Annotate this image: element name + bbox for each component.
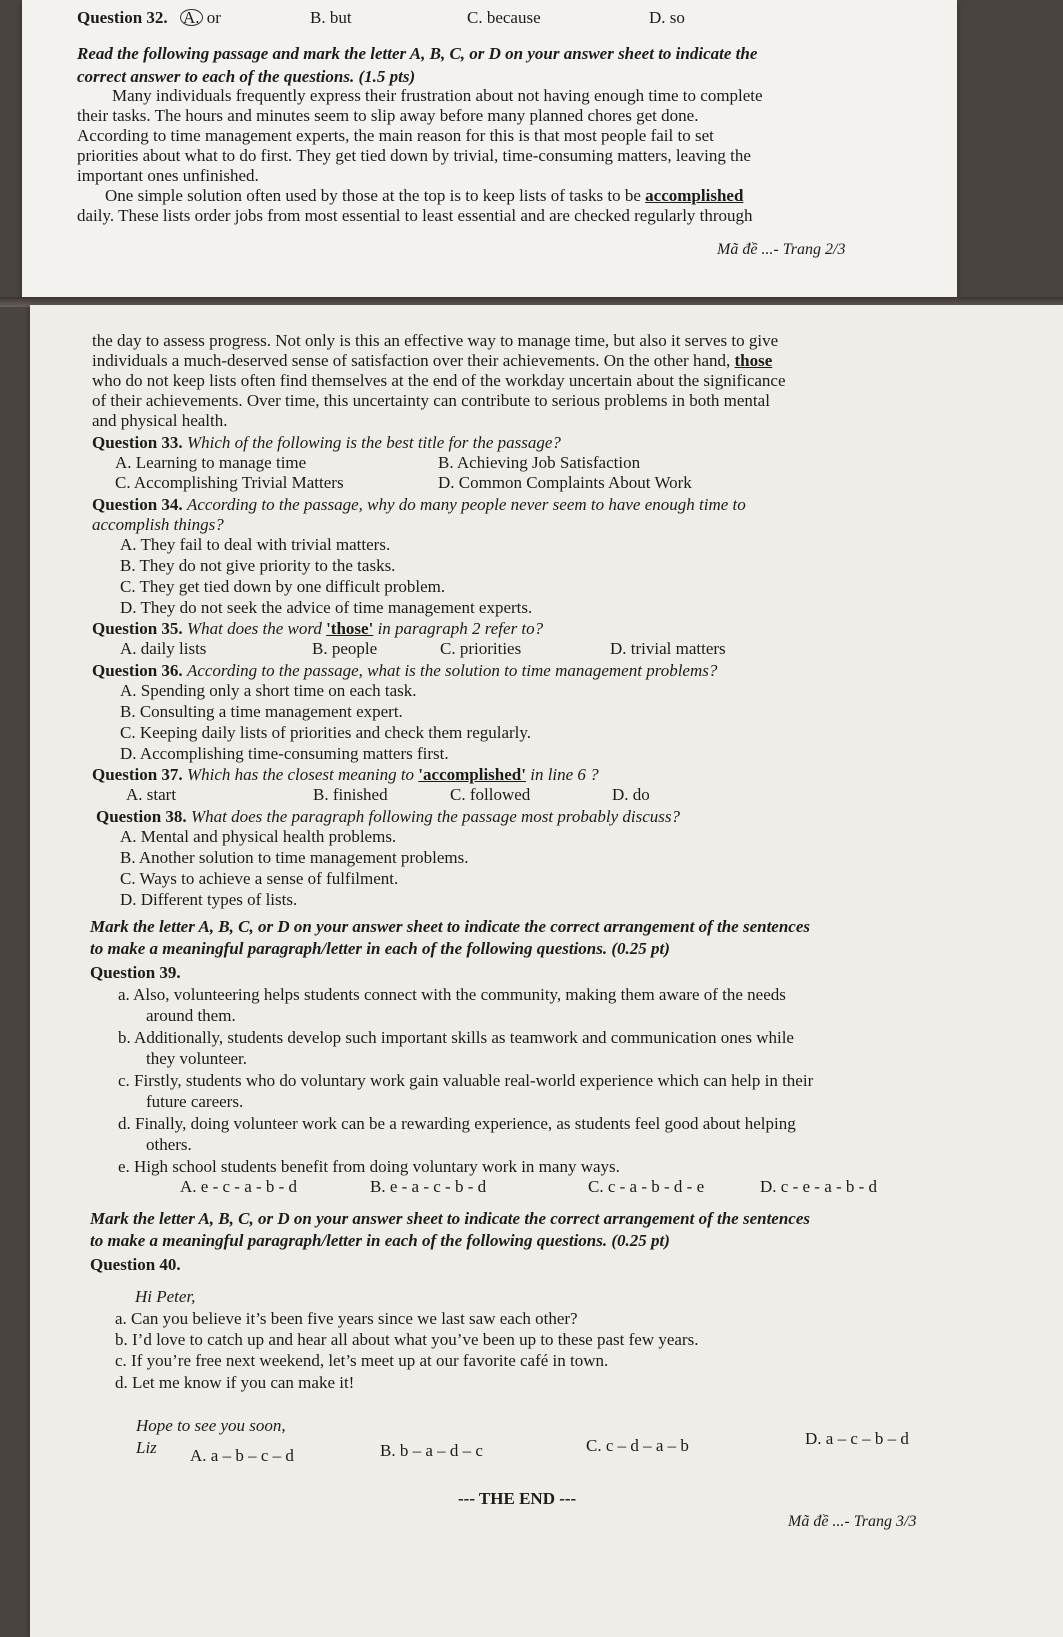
question-39-sentence-c-cont: future careers. [146,1092,244,1111]
question-37-option-d: D. do [612,785,650,804]
question-39-sentence-e: e. High school students benefit from doing voluntary work in many ways. [118,1157,620,1176]
question-38-stem: Question 38. What does the paragraph following the passage most probably discuss? [96,807,680,826]
question-40-sentence-c: c. If you’re free next weekend, let’s meet up at our favorite café in town. [115,1351,609,1370]
arrangement-instruction-1-line-2: to make a meaningful paragraph/letter in each of the following questions. (0.25 pt) [90,939,670,958]
question-32-option-c: C. because [467,8,541,27]
letter-greeting: Hi Peter, [135,1287,196,1306]
letter-closing: Hope to see you soon, [136,1416,286,1435]
passage-cont-line-3: who do not keep lists often find themselves at the end of the workday uncertain about the significance [92,371,786,390]
question-32-option-d: D. so [649,8,685,27]
page-footer-3: Mã đề ...- Trang 3/3 [788,1513,917,1530]
passage-p2-line-1: One simple solution often used by those at the top is to keep lists of tasks to be accomplished [105,186,744,205]
question-40-option-d: D. a – c – b – d [805,1429,909,1448]
question-36-option-c: C. Keeping daily lists of priorities and check them regularly. [120,723,532,742]
passage-p1-line-3: According to time management experts, the main reason for this is that most people fail to set [77,126,714,145]
passage-p1-line-4: priorities about what to do first. They get tied down by trivial, time-consuming matters, leaving the [77,146,751,165]
passage-cont-line-5: and physical health. [92,411,228,430]
passage-p1-line-1: Many individuals frequently express their frustration about not having enough time to complete [112,86,763,105]
passage-cont-line-1: the day to assess progress. Not only is this an effective way to manage time, but also it serves to give [92,331,779,350]
reading-instruction-line-2: correct answer to each of the questions. (1.5 pts) [77,67,416,86]
question-39-option-a: A. e - c - a - b - d [180,1177,298,1196]
question-34-option-b: B. They do not give priority to the tasks. [120,556,396,575]
question-39-sentence-c: c. Firstly, students who do voluntary work gain valuable real-world experience which can help in their [118,1071,814,1090]
question-36-stem: Question 36. According to the passage, what is the solution to time management problems? [92,661,718,680]
question-38-option-d: D. Different types of lists. [120,890,298,909]
underlined-accomplished: accomplished [645,186,744,205]
underlined-those: those [734,351,773,370]
passage-cont-line-2: individuals a much-deserved sense of satisfaction over their achievements. On the other hand, those [92,351,773,370]
page-2-fragment [22,0,957,300]
question-34-option-a: A. They fail to deal with trivial matters. [120,535,391,554]
question-36-option-b: B. Consulting a time management expert. [120,702,403,721]
reading-instruction-line-1: Read the following passage and mark the letter A, B, C, or D on your answer sheet to indicate the [77,44,758,63]
question-40-sentence-d: d. Let me know if you can make it! [115,1373,355,1392]
question-34-stem: Question 34. According to the passage, why do many people never seem to have enough time to [92,495,746,514]
question-34-stem-2: accomplish things? [92,515,224,534]
arrangement-instruction-2-line-1: Mark the letter A, B, C, or D on your answer sheet to indicate the correct arrangement of the sentences [90,1209,810,1228]
question-39-label: Question 39. [90,963,181,982]
question-35-stem: Question 35. What does the word 'those' in paragraph 2 refer to? [92,619,544,638]
question-35-option-b: B. people [312,639,378,658]
passage-p1-line-2: their tasks. The hours and minutes seem to slip away before many planned chores get done. [77,106,699,125]
question-35-option-d: D. trivial matters [610,639,726,658]
question-40-option-c: C. c – d – a – b [586,1436,689,1455]
question-36-option-d: D. Accomplishing time-consuming matters first. [120,744,449,763]
question-38-option-b: B. Another solution to time management problems. [120,848,469,867]
question-40-label: Question 40. [90,1255,181,1274]
passage-p1-line-5: important ones unfinished. [77,166,259,185]
page-3 [30,305,1063,1637]
question-39-sentence-a: a. Also, volunteering helps students connect with the community, making them aware of the needs [118,985,786,1004]
question-35-option-a: A. daily lists [120,639,207,658]
question-40-option-a: A. a – b – c – d [190,1446,294,1465]
question-38-option-c: C. Ways to achieve a sense of fulfilment. [120,869,399,888]
arrangement-instruction-2-line-2: to make a meaningful paragraph/letter in each of the following questions. (0.25 pt) [90,1231,670,1250]
question-32-option-b: B. but [310,8,352,27]
question-38-option-a: A. Mental and physical health problems. [120,827,397,846]
question-32-label: Question 32. [77,8,168,27]
question-33-option-c: C. Accomplishing Trivial Matters [115,473,344,492]
question-39-sentence-b: b. Additionally, students develop such important skills as teamwork and communication ones while [118,1028,794,1047]
passage-cont-line-4: of their achievements. Over time, this uncertainty can contribute to serious problems in both mental [92,391,770,410]
question-33-option-b: B. Achieving Job Satisfaction [438,453,641,472]
question-39-sentence-a-cont: around them. [146,1006,236,1025]
arrangement-instruction-1-line-1: Mark the letter A, B, C, or D on your answer sheet to indicate the correct arrangement of the sentences [90,917,810,936]
question-39-sentence-d: d. Finally, doing volunteer work can be a rewarding experience, as students feel good about helping [118,1114,796,1133]
question-35-option-c: C. priorities [440,639,522,658]
question-37-option-a: A. start [126,785,177,804]
question-40-option-b: B. b – a – d – c [380,1441,483,1460]
question-32-option-a: A. or [180,8,221,28]
page-footer-2: Mã đề ...- Trang 2/3 [717,241,846,258]
question-34-option-d: D. They do not seek the advice of time management experts. [120,598,533,617]
question-39-option-c: C. c - a - b - d - e [588,1177,705,1196]
question-37-stem: Question 37. Which has the closest meaning to 'accomplished' in line 6 ? [92,765,599,784]
question-37-option-b: B. finished [313,785,388,804]
the-end-marker: --- THE END --- [458,1489,577,1508]
question-40-sentence-a: a. Can you believe it’s been five years since we last saw each other? [115,1309,578,1328]
question-33-option-a: A. Learning to manage time [115,453,307,472]
question-33-option-d: D. Common Complaints About Work [438,473,692,492]
question-34-option-c: C. They get tied down by one difficult problem. [120,577,446,596]
question-37-option-c: C. followed [450,785,531,804]
question-39-option-d: D. c - e - a - b - d [760,1177,878,1196]
question-39-sentence-b-cont: they volunteer. [146,1049,248,1068]
letter-signature: Liz [136,1438,157,1457]
question-33-stem: Question 33. Which of the following is the best title for the passage? [92,433,561,452]
question-36-option-a: A. Spending only a short time on each task. [120,681,417,700]
question-39-option-b: B. e - a - c - b - d [370,1177,487,1196]
passage-p2-line-2: daily. These lists order jobs from most essential to least essential and are checked regularly through [77,206,753,225]
question-40-sentence-b: b. I’d love to catch up and hear all about what you’ve been up to these past few years. [115,1330,699,1349]
question-39-sentence-d-cont: others. [146,1135,192,1154]
